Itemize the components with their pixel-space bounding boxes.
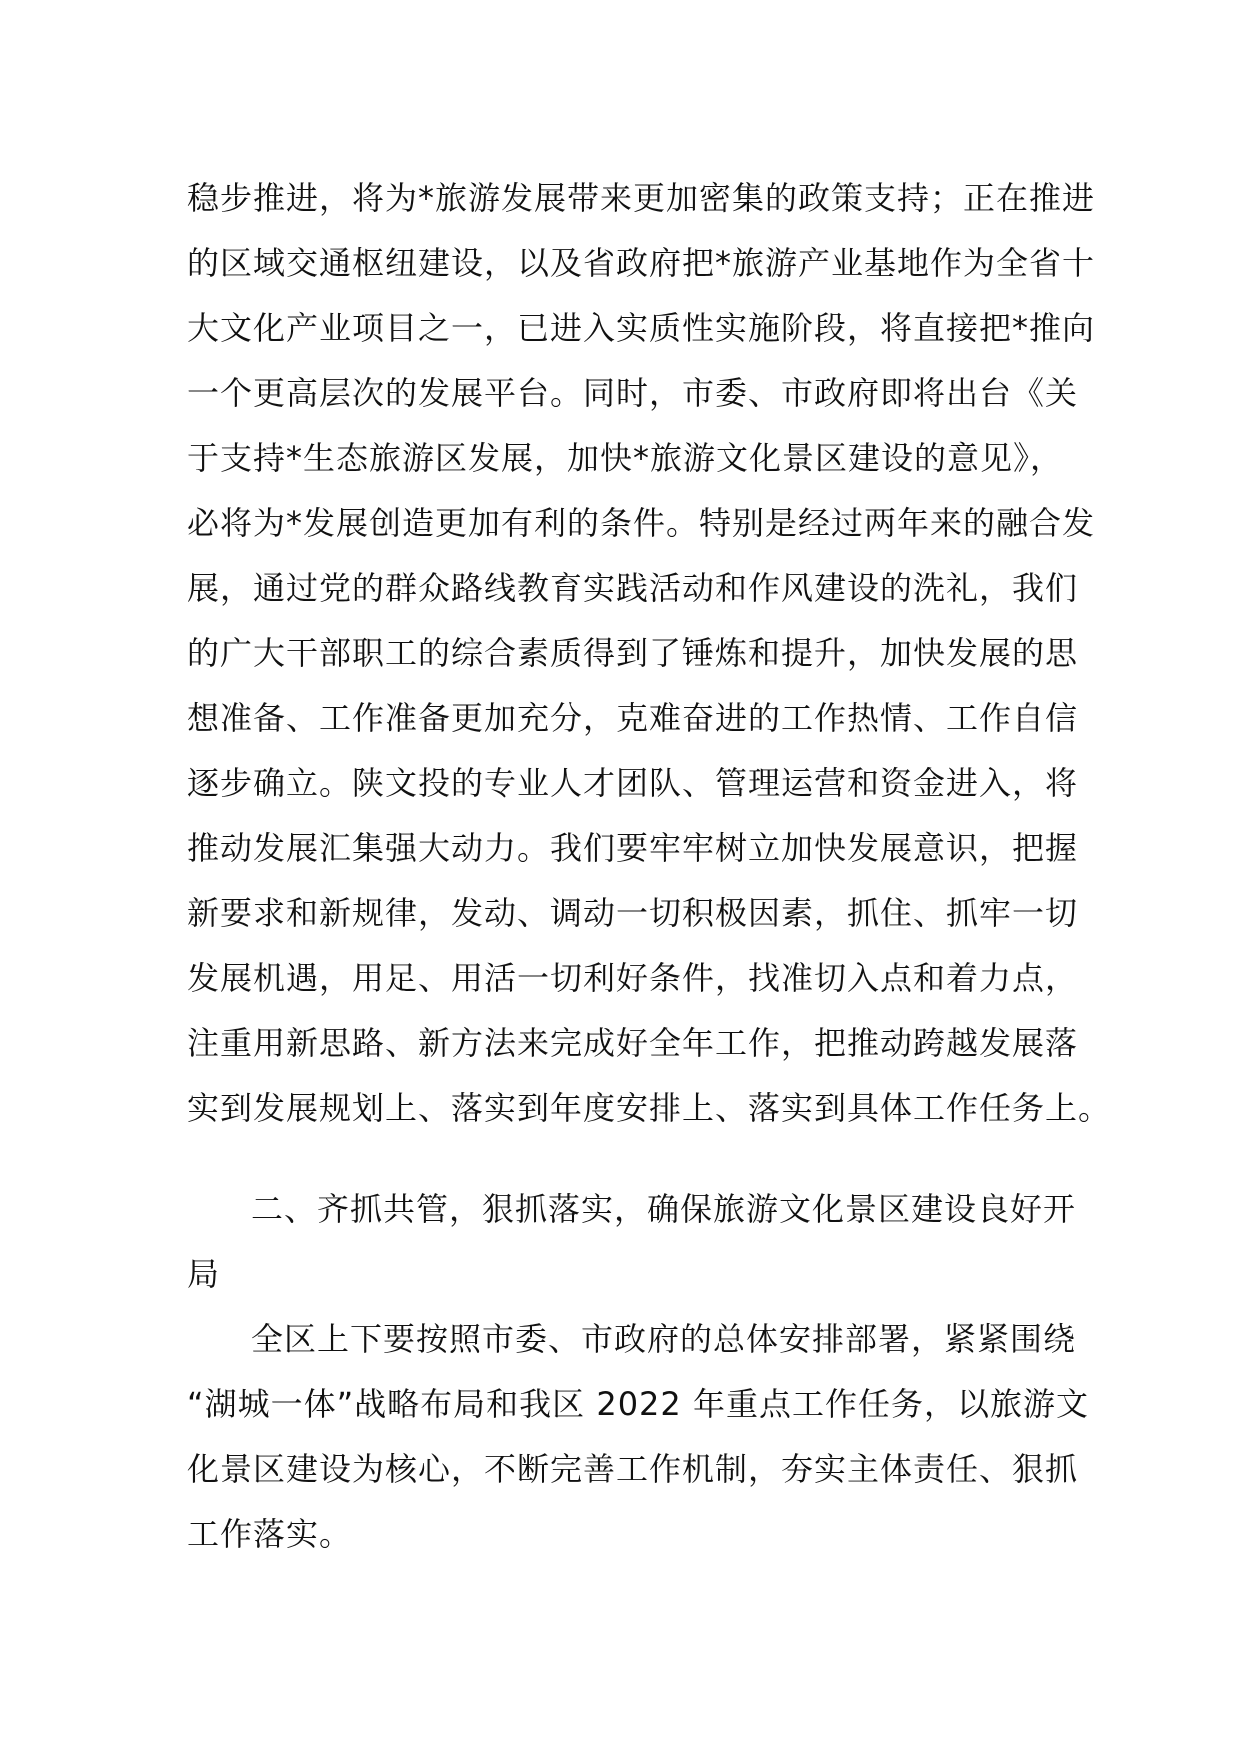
text-line: 想准备、工作准备更加充分，克难奋进的工作热情、工作自信: [187, 699, 1079, 737]
text-line: 注重用新思路、新方法来完成好全年工作，把推动跨越发展落: [187, 1024, 1079, 1062]
text-line: 推动发展汇集强大动力。我们要牢牢树立加快发展意识，把握: [187, 829, 1079, 867]
text-line: 展，通过党的群众路线教育实践活动和作风建设的洗礼，我们: [187, 569, 1079, 607]
text-line: 稳步推进，将为*旅游发展带来更加密集的政策支持；正在推进: [187, 179, 1096, 217]
text-line: 一个更高层次的发展平台。同时，市委、市政府即将出台《关: [187, 374, 1079, 412]
text-line: 新要求和新规律，发动、调动一切积极因素，抓住、抓牢一切: [187, 894, 1079, 932]
text-line: 逐步确立。陕文投的专业人才团队、管理运营和资金进入，将: [187, 764, 1079, 802]
text-line: 必将为*发展创造更加有利的条件。特别是经过两年来的融合发: [187, 504, 1096, 542]
text-line: 的广大干部职工的综合素质得到了锤炼和提升，加快发展的思: [187, 634, 1079, 672]
text-line: 发展机遇，用足、用活一切利好条件，找准切入点和着力点，: [187, 959, 1079, 997]
paragraph-spacer: [187, 1141, 1057, 1177]
text-line: 化景区建设为核心，不断完善工作机制，夯实主体责任、狠抓: [187, 1450, 1079, 1488]
body-paragraph-1: [187, 166, 1112, 1141]
text-line: 全区上下要按照市委、市政府的总体安排部署，紧紧围绕: [251, 1320, 1077, 1358]
heading-line: 局: [187, 1255, 221, 1293]
text-line: 大文化产业项目之一，已进入实质性实施阶段，将直接把*推向: [187, 309, 1096, 347]
heading-line: 二、齐抓共管，狠抓落实，确保旅游文化景区建设良好开: [251, 1190, 1077, 1228]
document-body: [187, 166, 1112, 1567]
text-line: 于支持*生态旅游区发展，加快*旅游文化景区建设的意见》，: [187, 439, 1064, 477]
text-line: “湖城一体”战略布局和我区 2022 年重点工作任务，以旅游文: [187, 1385, 1089, 1423]
body-paragraph-2: [187, 1307, 1089, 1567]
text-line: 实到发展规划上、落实到年度安排上、落实到具体工作任务上。: [187, 1089, 1112, 1127]
text-line: 的区域交通枢纽建设，以及省政府把*旅游产业基地作为全省十: [187, 244, 1096, 282]
section-heading: [187, 1177, 1077, 1307]
text-line: 工作落实。: [187, 1515, 353, 1553]
